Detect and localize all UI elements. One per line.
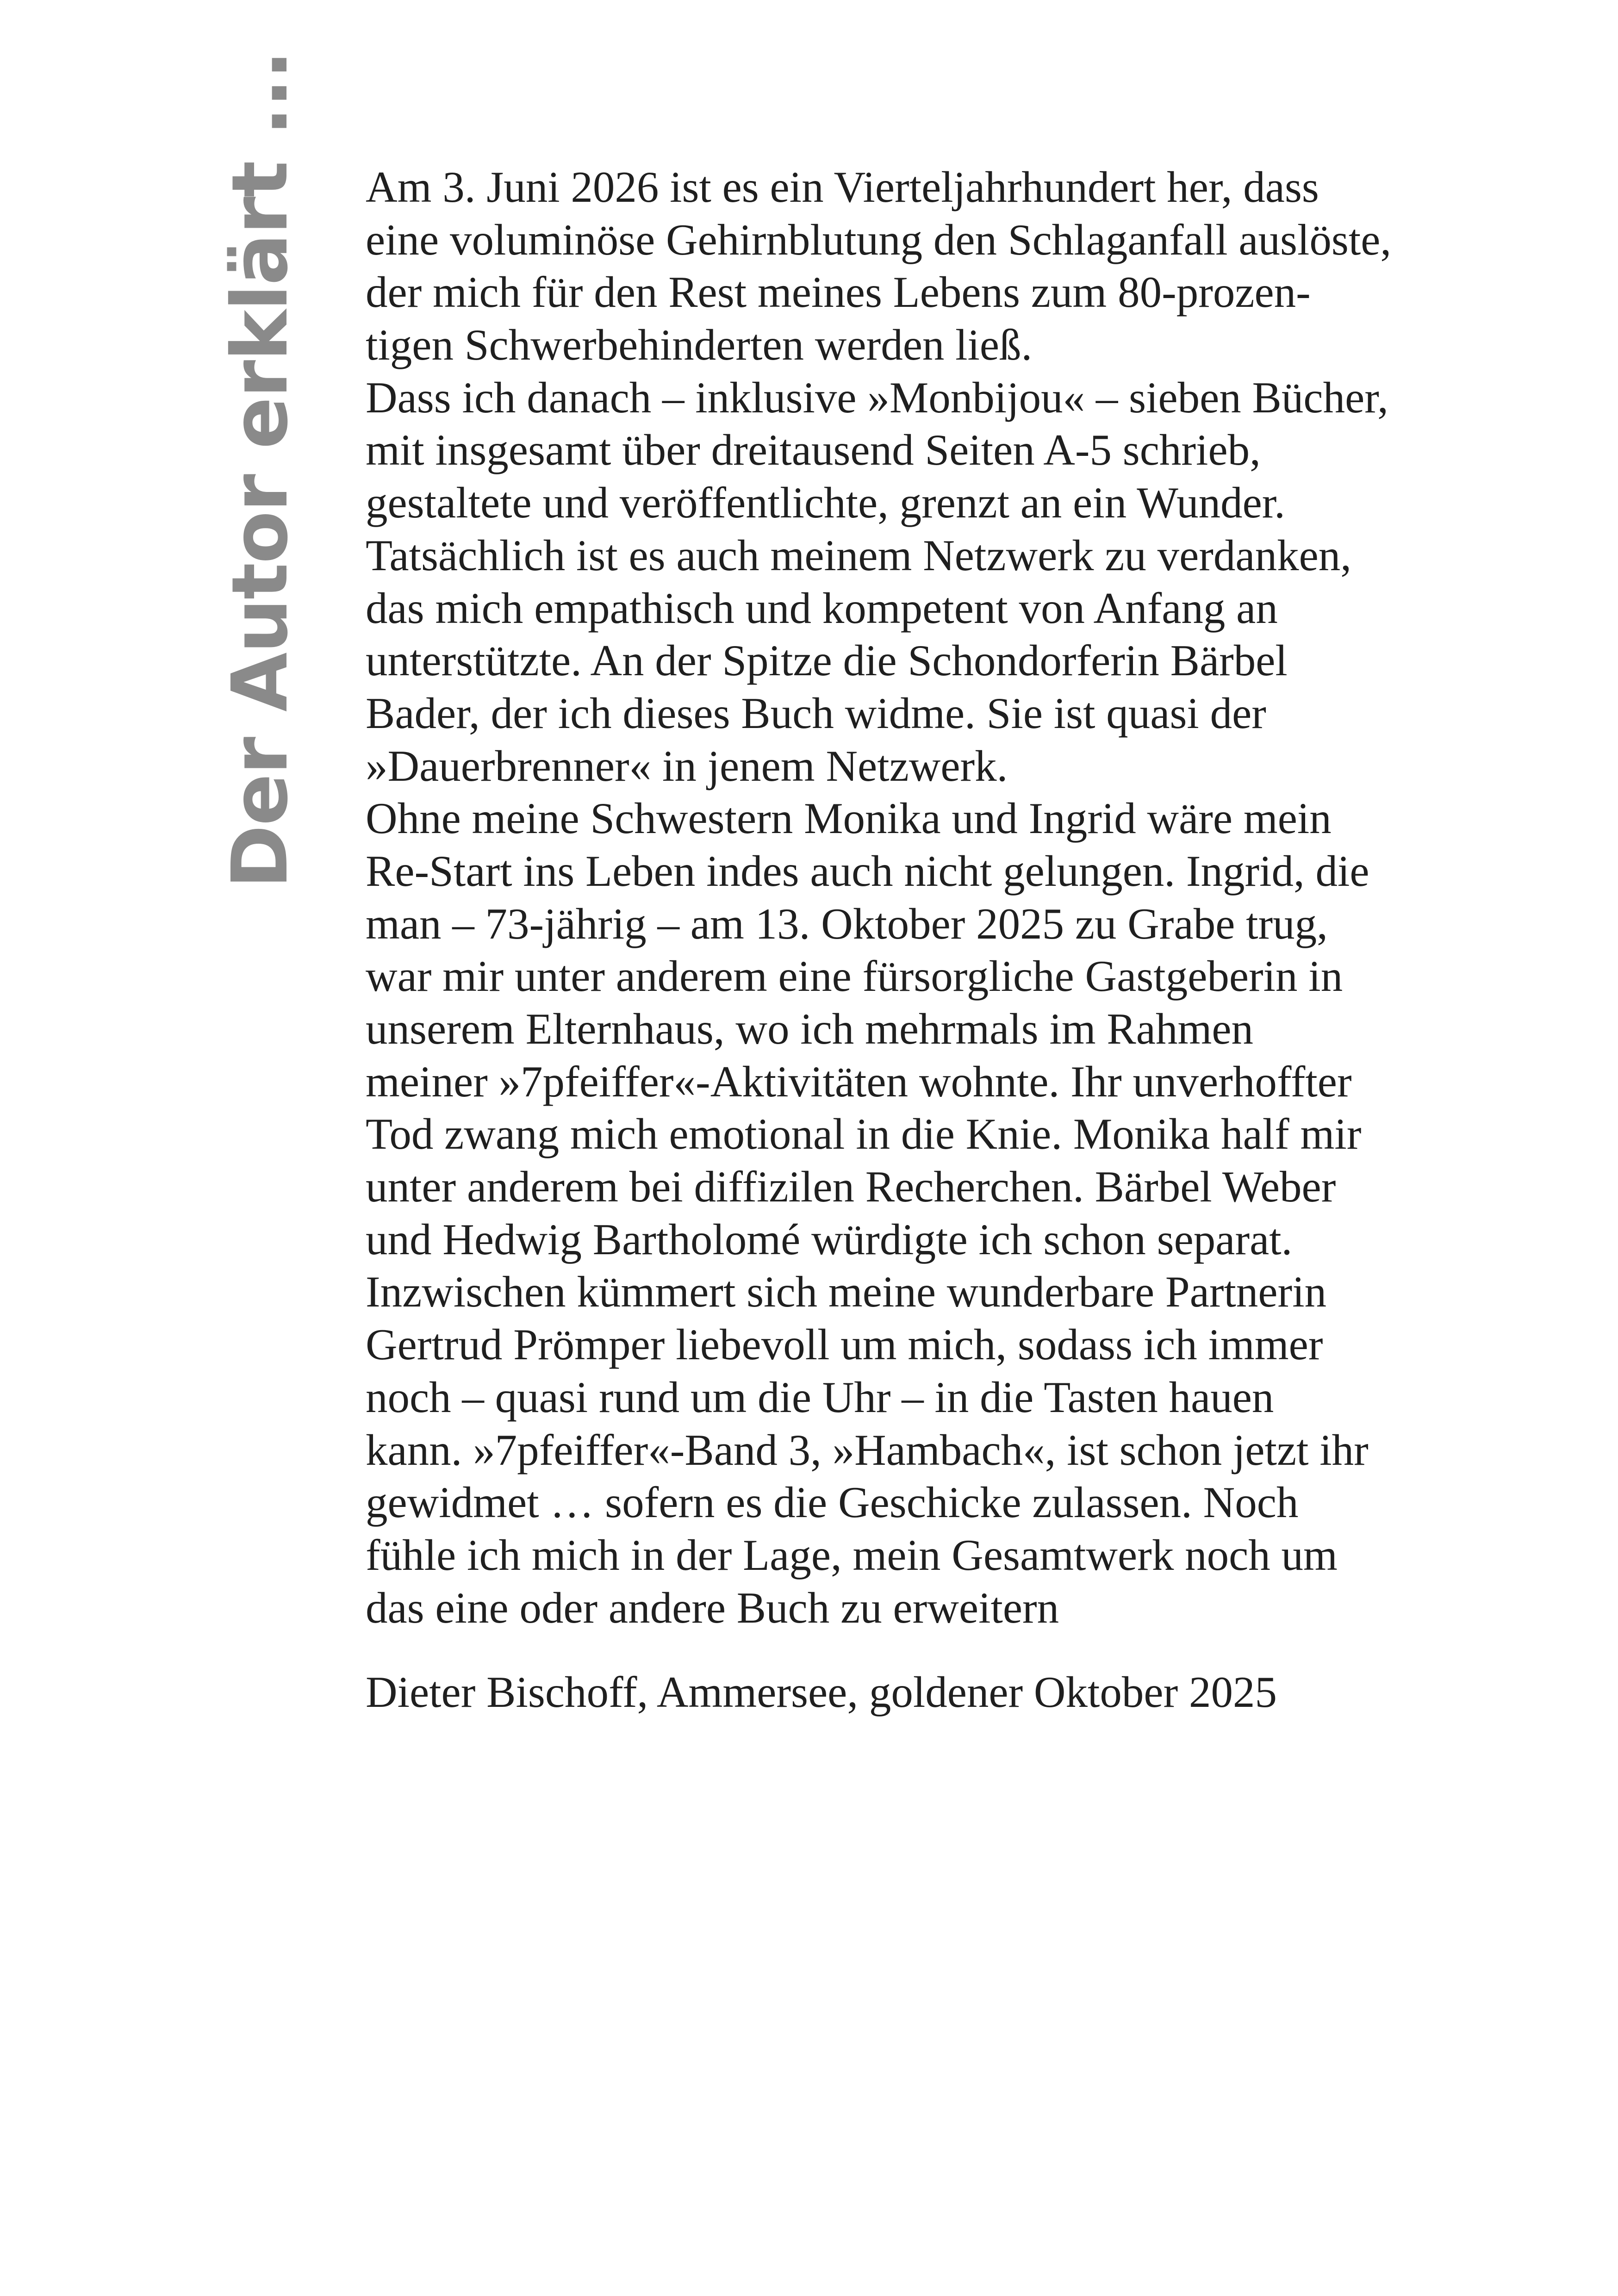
text-line: Tod zwang mich emotional in die Knie. Monika half mir: [366, 1109, 1362, 1159]
body-text: [366, 161, 1476, 1634]
text-line: gestaltete und veröffentlichte, grenzt an ein Wunder.: [366, 478, 1285, 528]
text-line: war mir unter anderem eine fürsorgliche Gastgeberin in: [366, 952, 1343, 1001]
text-line: Bader, der ich dieses Buch widme. Sie ist quasi der: [366, 688, 1266, 738]
text-line: der mich für den Rest meines Lebens zum 80-prozen-: [366, 268, 1311, 317]
text-line: das eine oder andere Buch zu erweitern: [366, 1583, 1059, 1632]
author-signature: Dieter Bischoff, Ammersee, goldener Oktober 2025: [366, 1668, 1277, 1717]
text-line: Am 3. Juni 2026 ist es ein Vierteljahrhundert her, dass: [366, 162, 1319, 212]
text-line: Gertrud Prömper liebevoll um mich, sodass ich immer: [366, 1320, 1323, 1369]
text-line: unserem Elternhaus, wo ich mehrmals im Rahmen: [366, 1004, 1253, 1053]
text-line: unter anderem bei diffizilen Recherchen. Bärbel Weber: [366, 1162, 1336, 1212]
text-line: Ohne meine Schwestern Monika und Ingrid wäre mein: [366, 794, 1332, 843]
text-line: gewidmet … sofern es die Geschicke zulassen. Noch: [366, 1478, 1299, 1527]
text-line: und Hedwig Bartholomé würdigte ich schon separat.: [366, 1214, 1293, 1264]
text-line: Dass ich danach – inklusive »Monbijou« – sieben Bücher,: [366, 373, 1388, 422]
text-line: Inzwischen kümmert sich meine wunderbare Partnerin: [366, 1267, 1327, 1317]
chapter-title-vertical: Der Autor erklärt ...: [216, 51, 305, 889]
text-line: fühle ich mich in der Lage, mein Gesamtwerk noch um: [366, 1530, 1338, 1580]
text-line: meiner »7pfeiffer«-Aktivitäten wohnte. Ihr unverhoffter: [366, 1057, 1352, 1106]
text-line: noch – quasi rund um die Uhr – in die Tasten hauen: [366, 1372, 1274, 1422]
text-line: tigen Schwerbehinderten werden ließ.: [366, 320, 1033, 370]
text-line: »Dauerbrenner« in jenem Netzwerk.: [366, 741, 1008, 790]
text-line: man – 73-jährig – am 13. Oktober 2025 zu Grabe trug,: [366, 899, 1328, 948]
text-line: mit insgesamt über dreitausend Seiten A-5 schrieb,: [366, 425, 1261, 475]
text-line: kann. »7pfeiffer«-Band 3, »Hambach«, ist schon jetzt ihr: [366, 1425, 1369, 1475]
text-line: das mich empathisch und kompetent von Anfang an: [366, 583, 1278, 633]
text-line: eine voluminöse Gehirnblutung den Schlaganfall auslöste,: [366, 215, 1392, 264]
text-line: unterstützte. An der Spitze die Schondorferin Bärbel: [366, 636, 1288, 685]
text-line: Re-Start ins Leben indes auch nicht gelungen. Ingrid, die: [366, 846, 1369, 896]
text-line: Tatsächlich ist es auch meinem Netzwerk zu verdanken,: [366, 530, 1351, 580]
